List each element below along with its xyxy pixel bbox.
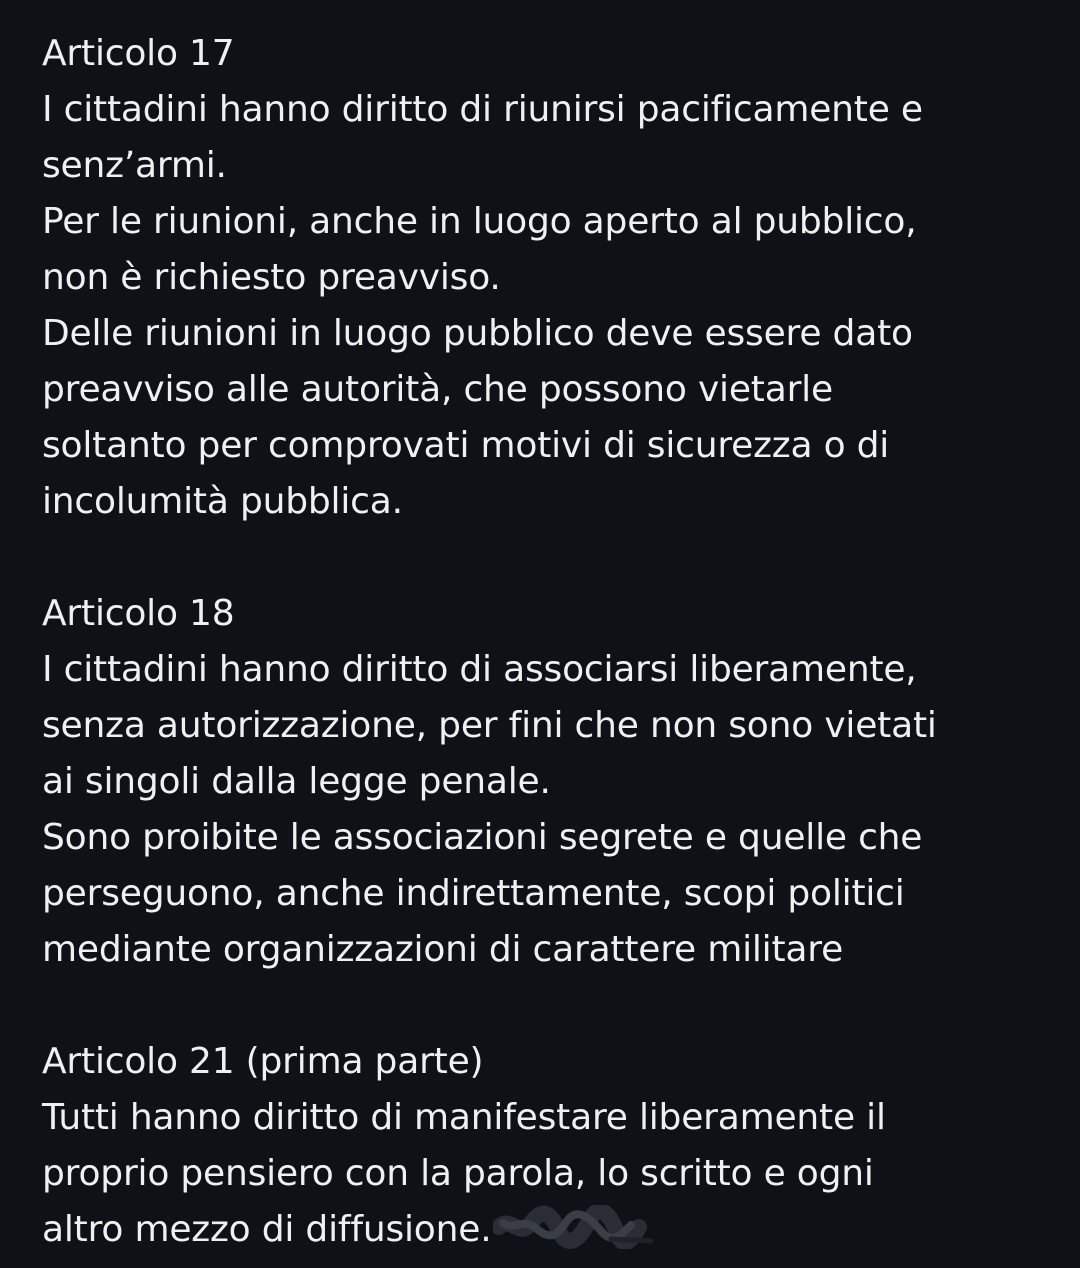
- article-line: Tutti hanno diritto di manifestare liberamente il: [42, 1097, 886, 1138]
- article-line: preavviso alle autorità, che possono vietarle: [42, 369, 833, 410]
- article-line: non è richiesto preavviso.: [42, 257, 501, 298]
- article-line: perseguono, anche indirettamente, scopi politici: [42, 873, 905, 914]
- article-heading: Articolo 18: [42, 593, 235, 634]
- redaction-scribble: [493, 1205, 658, 1249]
- paragraph-gap: [42, 978, 1042, 1034]
- article-heading: Articolo 17: [42, 33, 235, 74]
- article-line: ai singoli dalla legge penale.: [42, 761, 551, 802]
- article-line: I cittadini hanno diritto di riunirsi pacificamente e: [42, 89, 923, 130]
- article-line: mediante organizzazioni di carattere militare: [42, 929, 844, 970]
- article-line: senz’armi.: [42, 145, 227, 186]
- paragraph-gap: [42, 530, 1042, 586]
- article-line: incolumità pubblica.: [42, 481, 403, 522]
- article-text: [42, 26, 1042, 1258]
- article-line: Per le riunioni, anche in luogo aperto al pubblico,: [42, 201, 917, 242]
- article-line: Sono proibite le associazioni segrete e quelle che: [42, 817, 923, 858]
- article-line: Delle riunioni in luogo pubblico deve essere dato: [42, 313, 913, 354]
- article-heading: Articolo 21 (prima parte): [42, 1041, 484, 1082]
- article-line-text: altro mezzo di diffusione.: [42, 1209, 492, 1250]
- article-line: senza autorizzazione, per fini che non sono vietati: [42, 705, 937, 746]
- article-line: proprio pensiero con la parola, lo scritto e ogni: [42, 1153, 874, 1194]
- article-line: I cittadini hanno diritto di associarsi liberamente,: [42, 649, 917, 690]
- article-line-last: [42, 1202, 1042, 1258]
- article-line: soltanto per comprovati motivi di sicurezza o di: [42, 425, 890, 466]
